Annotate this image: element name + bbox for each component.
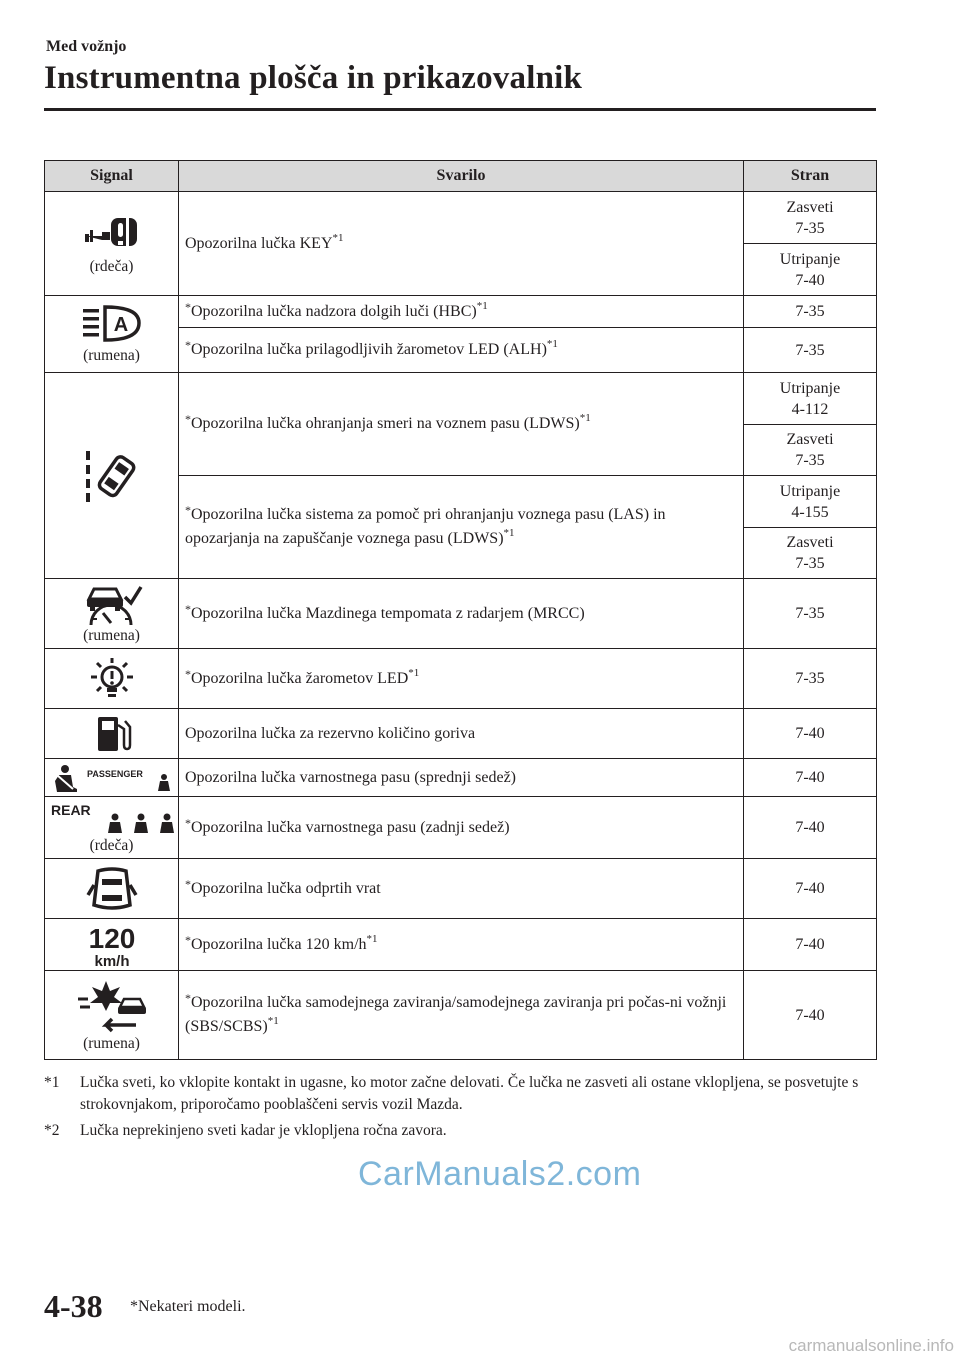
signal-cell-fuel: [45, 709, 179, 759]
speed-120-icon: [83, 922, 141, 968]
signal-cell-sbs: [45, 971, 179, 1060]
signal-cell-belt-rear: [45, 797, 179, 859]
desc-las: *Opozorilna lučka sistema za pomoč pri ohranjanju voznega pasu (LAS) in opozarjanja na zapuščanje voznega pasu (LDWS)$^{*1}$: [179, 476, 744, 579]
door-open-icon: [86, 865, 138, 913]
color-label-amber-sbs: (rumena): [83, 1035, 140, 1052]
header-warning: Svarilo: [179, 161, 744, 192]
footer-note: *Nekateri modeli.: [130, 1298, 246, 1315]
signal-cell-door: [45, 859, 179, 919]
page-key-2: Utripanje 7-40: [744, 244, 877, 296]
footnote-2: *2 Lučka neprekinjeno sveti kadar je vklopljena ročna zavora.: [44, 1122, 447, 1139]
page-las-2: Zasveti 7-35: [744, 528, 877, 579]
desc-ldws: *Opozorilna lučka ohranjanja smeri na voznem pasu (LDWS)$^{*1}$: [179, 373, 744, 476]
page-las-1: Utripanje 4-155: [744, 476, 877, 528]
page-hbc: 7-35: [744, 296, 877, 328]
desc-door: *Opozorilna lučka odprtih vrat: [179, 859, 744, 919]
svg-text:120: 120: [88, 922, 135, 954]
fuel-icon: [92, 713, 132, 755]
page-door: 7-40: [744, 859, 877, 919]
signal-cell-ldws: [45, 373, 179, 579]
ldws-icon: [80, 447, 144, 505]
page-sbs: 7-40: [744, 971, 877, 1060]
page-number: 4-38: [44, 1288, 103, 1324]
warning-table: [44, 160, 877, 1060]
desc-alh: *Opozorilna lučka prilagodljivih žarometov LED (ALH)$^{*1}$: [179, 328, 744, 373]
color-label-red-belt: (rdeča): [89, 836, 134, 854]
color-label-red: (rdeča): [89, 257, 134, 275]
page-title: Instrumentna plošča in prikazovalnik: [44, 60, 583, 96]
desc-hbc: *Opozorilna lučka nadzora dolgih luči (HBC)$^{*1}$: [179, 296, 744, 328]
svg-text:km/h: km/h: [93, 952, 130, 968]
seatbelt-rear-icon: [51, 801, 175, 835]
mrcc-icon: [81, 583, 143, 625]
desc-sbs: *Opozorilna lučka samodejnega zaviranja/samodejnega zaviranja pri počas-ni vožnji (SBS/SCBS)$^{*1}$: [179, 971, 744, 1060]
led-headlight-icon: [85, 656, 139, 702]
svg-text:PASSENGER: PASSENGER: [87, 768, 143, 779]
key-warning-icon: [82, 212, 142, 256]
header-page: Stran: [744, 161, 877, 192]
signal-cell-led: [45, 649, 179, 709]
page-key-1: Zasveti 7-35: [744, 192, 877, 244]
watermark-center: CarManuals2.com: [358, 1155, 642, 1193]
desc-led: *Opozorilna lučka žarometov LED$^{*1}$: [179, 649, 744, 709]
signal-cell-key: [45, 192, 179, 296]
signal-cell-speed: [45, 919, 179, 971]
desc-fuel: Opozorilna lučka za rezervno količino goriva: [179, 709, 744, 759]
page-ldws-1: Utripanje 4-112: [744, 373, 877, 425]
footnote-1: *1 Lučka sveti, ko vklopite kontakt in ugasne, ko motor začne delovati. Če lučka ne zasveti ali ostane vklopljena, se posvetujte s strokovnjakom, priporočamo pooblaščeni servis vozil Mazda.: [44, 1074, 859, 1113]
svg-text:REAR: REAR: [51, 801, 91, 818]
signal-cell-belt-front: [45, 759, 179, 797]
color-label-amber: (rumena): [83, 347, 140, 364]
desc-belt-front: Opozorilna lučka varnostnega pasu (sprednji sedež): [179, 759, 744, 797]
page-mrcc: 7-35: [744, 579, 877, 649]
hbc-icon: [79, 303, 145, 345]
watermark-corner: carmanualsonline.info: [788, 1336, 954, 1355]
page-led: 7-35: [744, 649, 877, 709]
section-label: Med vožnjo: [46, 38, 127, 55]
sbs-icon: [76, 977, 148, 1033]
title-rule: [44, 108, 876, 111]
page-fuel: 7-40: [744, 709, 877, 759]
page-belt-rear: 7-40: [744, 797, 877, 859]
page-alh: 7-35: [744, 328, 877, 373]
color-label-amber-mrcc: (rumena): [83, 626, 140, 644]
svg-text:A: A: [113, 314, 128, 336]
page-ldws-2: Zasveti 7-35: [744, 425, 877, 476]
seatbelt-passenger-icon: [51, 763, 173, 793]
page-belt-front: 7-40: [744, 759, 877, 797]
header-signal: Signal: [45, 161, 179, 192]
signal-cell-hbc: [45, 296, 179, 373]
desc-mrcc: *Opozorilna lučka Mazdinega tempomata z radarjem (MRCC): [179, 579, 744, 649]
desc-speed: *Opozorilna lučka 120 $km/h^{*1}$: [179, 919, 744, 971]
signal-cell-mrcc: [45, 579, 179, 649]
desc-belt-rear: *Opozorilna lučka varnostnega pasu (zadnji sedež): [179, 797, 744, 859]
desc-key: Opozorilna lučka KEY$^{*1}$: [179, 192, 744, 296]
page-speed: 7-40: [744, 919, 877, 971]
